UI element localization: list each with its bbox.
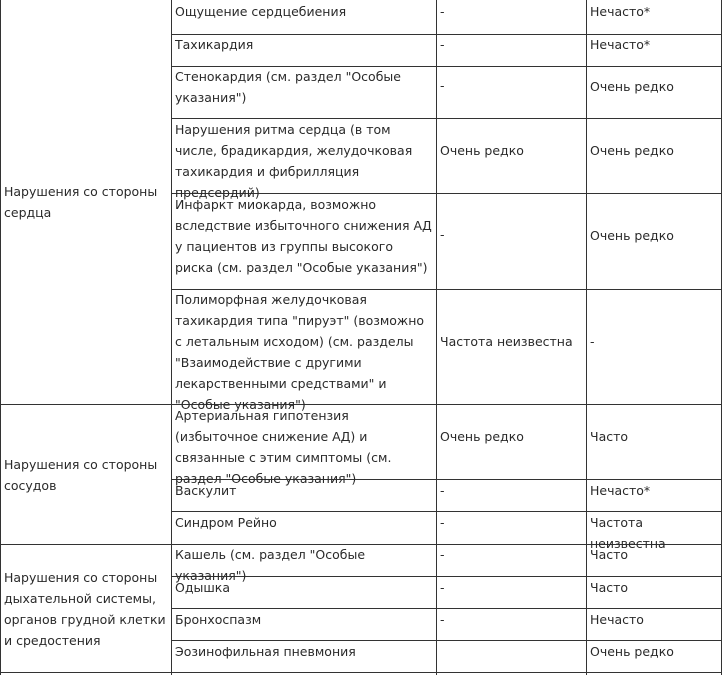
table-row-effect: Кашель (см. раздел "Особые указания") (175, 547, 366, 583)
table-row-col3: - (440, 612, 445, 627)
group-cell-respiratory (1, 545, 171, 672)
group-name: Нарушения со стороны сердца (4, 184, 158, 220)
table-row-col3: - (440, 547, 445, 562)
table-row-effect: Бронхоспазм (175, 612, 262, 627)
table-row-col3: - (440, 580, 445, 595)
table-row-col3: - (440, 37, 445, 52)
table-row-effect: Стенокардия (см. раздел "Особые указания") (175, 69, 401, 105)
table-row-col3: Очень редко (440, 429, 524, 444)
table-row-col4: Нечасто (590, 612, 644, 627)
table-row-col4: Нечасто* (590, 4, 651, 19)
table-row-col4: Очень редко (590, 228, 674, 243)
table-row-col3: - (440, 227, 445, 242)
table-row-effect: Синдром Рейно (175, 515, 277, 530)
table-row-col3: - (440, 4, 445, 19)
table-row-col3: - (440, 78, 445, 93)
table-row-col4: Часто (590, 580, 629, 595)
group-cell-vessels (1, 405, 171, 544)
table-row-col4: Очень редко (590, 79, 674, 94)
table-border-bottom (0, 672, 722, 673)
group-name: Нарушения со стороны дыхательной системы, органов грудной клетки и средостения (4, 569, 166, 648)
table-row-col3: - (440, 515, 445, 530)
table-row-effect: Одышка (175, 580, 230, 595)
table-border-right (721, 0, 722, 675)
table-row-col3: Очень редко (440, 143, 524, 158)
table-row-col4: Частота неизвестна (590, 515, 666, 551)
table-row-effect: Артериальная гипотензия (избыточное снижение АД) и связанные с этим симптомы (см. раздел "Особые указания") (175, 408, 392, 486)
table-row-col4: Очень редко (590, 143, 674, 158)
table-row-col4: Часто (590, 429, 629, 444)
table-row-col4: Нечасто* (590, 483, 651, 498)
table-row-effect: Нарушения ритма сердца (в том числе, брадикардия, желудочковая тахикардия и фибрилляция предсердий) (175, 122, 413, 200)
table-row-effect: Тахикардия (175, 37, 254, 52)
table-row-effect: Ощущение сердцебиения (175, 4, 347, 19)
table-row-effect: Эозинофильная пневмония (175, 644, 356, 659)
table-row-effect: Инфаркт миокарда, возможно вследствие избыточного снижения АД у пациентов из группы высокого риска (см. раздел "Особые указания") (175, 197, 432, 275)
table-row-effect: Васкулит (175, 483, 237, 498)
group-name: Нарушения со стороны сосудов (4, 456, 158, 493)
table-row-col4: Нечасто* (590, 37, 651, 52)
table-row-col3: Частота неизвестна (440, 334, 573, 349)
group-cell-heart (1, 0, 171, 404)
table-row-col3: - (440, 483, 445, 498)
table-row-col4: - (590, 334, 595, 349)
table-row-col4: Часто (590, 547, 629, 562)
table-row-effect: Полиморфная желудочковая тахикардия типа "пируэт" (возможно с летальным исходом) (см. разделы "Взаимодействие с другими лекарственными средствами" и "Особые указания") (175, 292, 425, 412)
table-row-col4: Очень редко (590, 644, 674, 659)
